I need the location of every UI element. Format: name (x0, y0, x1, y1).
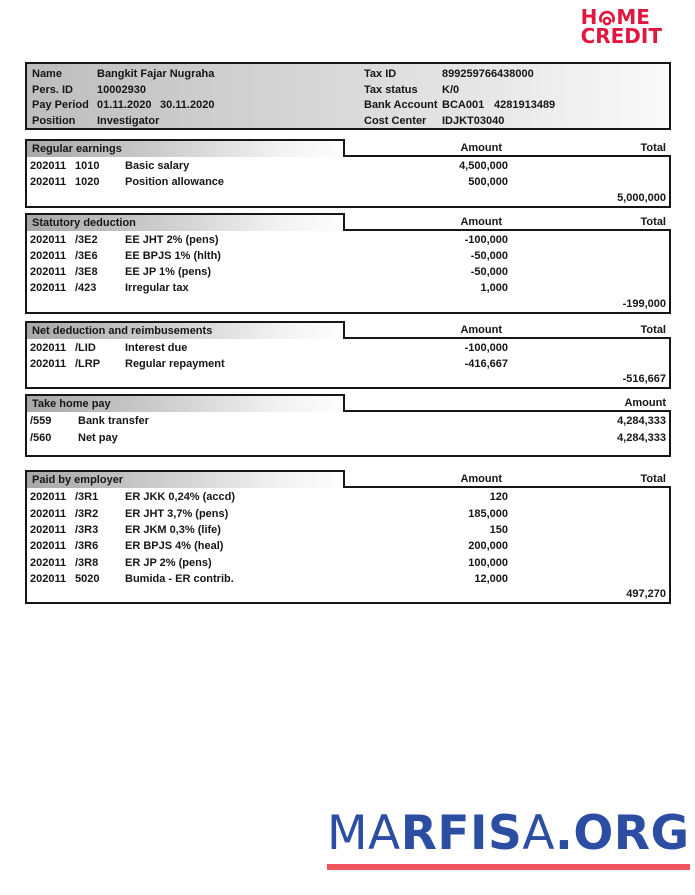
code-cell: 1020 (75, 176, 100, 189)
info-value: 10002930 (97, 83, 146, 96)
code-cell: 5020 (75, 572, 100, 585)
period-cell: 202011 (30, 249, 67, 262)
column-header-underline (345, 139, 671, 157)
code-cell: /423 (75, 282, 97, 295)
amount-column-header: Amount (460, 215, 502, 228)
info-row (32, 115, 362, 131)
table-row (27, 341, 669, 357)
table-row (27, 159, 669, 175)
watermark-text-org: .ORG (555, 806, 690, 861)
code-cell: /3R2 (75, 507, 99, 520)
amount-cell: -50,000 (470, 266, 508, 279)
description-cell: ER JKK 0,24% (accd) (125, 491, 236, 504)
table-row (27, 556, 669, 572)
employee-info-box (25, 62, 671, 130)
info-row (364, 68, 664, 84)
amount-cell: 4,284,333 (617, 431, 666, 444)
section-title: Paid by employer (32, 474, 124, 487)
column-header-underline (345, 470, 671, 488)
description-cell: ER JHT 3,7% (pens) (125, 507, 229, 520)
amount-cell: -416,667 (464, 358, 508, 371)
info-value: K/0 (442, 83, 460, 96)
table-row (27, 233, 669, 249)
code-cell: /3E8 (75, 266, 98, 279)
watermark-text-a: A (522, 806, 555, 861)
code-cell: 1010 (75, 160, 100, 172)
amount-cell: -100,000 (464, 341, 508, 354)
description-cell: Regular repayment (125, 358, 225, 371)
table-row (27, 414, 669, 430)
section-header-row (25, 321, 671, 339)
info-label: Position (32, 114, 76, 127)
section-title: Take home pay (32, 398, 111, 411)
code-cell: /560 (30, 431, 52, 444)
section-header-row (25, 139, 671, 157)
info-second-value: 4281913489 (494, 99, 556, 111)
section-total-value: 5,000,000 (617, 191, 666, 204)
period-cell: 202011 (30, 266, 67, 279)
table-row (27, 281, 669, 297)
amount-cell: 4,500,000 (459, 160, 508, 172)
info-label: Tax ID (364, 68, 397, 80)
code-cell: /3E2 (75, 233, 98, 246)
logo-letter-h: H (580, 5, 598, 29)
section-total-row (27, 298, 669, 312)
description-cell: Bumida - ER contrib. (125, 572, 234, 585)
info-row (32, 84, 362, 100)
amount-cell: 100,000 (468, 556, 508, 569)
section-header-row (25, 470, 671, 488)
total-column-header: Total (640, 323, 666, 336)
info-value: Bangkit Fajar Nugraha (97, 68, 215, 80)
table-row (27, 357, 669, 373)
description-cell: ER JKM 0,3% (life) (125, 523, 221, 536)
info-value: 899259766438000 (442, 68, 534, 80)
section-title-tab (25, 321, 345, 339)
period-cell: 202011 (30, 176, 67, 189)
amount-column-header: Amount (460, 142, 502, 154)
section-title: Regular earnings (32, 143, 122, 155)
marfisa-watermark (327, 806, 690, 870)
watermark-text-ma: MA (327, 806, 401, 861)
info-label: Tax status (364, 83, 418, 96)
info-row (364, 99, 664, 115)
section-total-row (27, 588, 669, 602)
table-row (27, 175, 669, 191)
table-row (27, 490, 669, 506)
info-label: Pay Period (32, 99, 89, 111)
logo-letters-me: ME (616, 5, 650, 29)
amount-column-header: Amount (460, 323, 502, 336)
employee-info-left-column (32, 68, 362, 130)
period-cell: 202011 (30, 282, 67, 295)
code-cell: /LRP (75, 358, 101, 371)
section-body (25, 412, 671, 457)
section-title: Net deduction and reimbusements (32, 324, 213, 337)
info-value: IDJKT03040 (442, 114, 505, 127)
info-label: Bank Account (364, 99, 438, 111)
code-cell: /559 (30, 415, 52, 428)
table-row (27, 249, 669, 265)
column-header-underline (345, 394, 671, 412)
description-cell: Interest due (125, 341, 188, 354)
section-body (25, 339, 671, 390)
amount-cell: 120 (489, 491, 508, 504)
period-cell: 202011 (30, 358, 67, 371)
info-value: 01.11.2020 (97, 99, 152, 111)
table-row (27, 507, 669, 523)
employee-info-right-column (364, 68, 664, 130)
section-total-value: 497,270 (626, 588, 666, 601)
section-total-value: -516,667 (622, 373, 666, 386)
code-cell: /3E6 (75, 249, 98, 262)
info-second-value: 30.11.2020 (160, 99, 215, 111)
description-cell: Bank transfer (78, 415, 149, 428)
column-header-underline (345, 213, 671, 231)
section-title: Statutory deduction (32, 216, 136, 229)
info-value: BCA001 (442, 99, 485, 111)
period-cell: 202011 (30, 540, 67, 553)
period-cell: 202011 (30, 572, 67, 585)
amount-cell: 200,000 (468, 540, 508, 553)
description-cell: EE JHT 2% (pens) (125, 233, 219, 246)
watermark-text-rfis: RFIS (400, 806, 523, 861)
period-cell: 202011 (30, 341, 67, 354)
section-body (25, 157, 671, 208)
period-cell: 202011 (30, 233, 67, 246)
home-credit-logo (580, 5, 662, 48)
description-cell: Position allowance (125, 176, 225, 189)
table-row (27, 431, 669, 447)
amount-cell: 12,000 (474, 572, 508, 585)
total-column-header: Total (640, 215, 666, 228)
payslip-section (25, 321, 671, 390)
amount-cell: 150 (489, 523, 508, 536)
payslip-section (25, 470, 671, 604)
amount-cell: 185,000 (468, 507, 508, 520)
section-title-tab (25, 394, 345, 412)
code-cell: /3R3 (75, 523, 99, 536)
info-value: Investigator (97, 114, 160, 127)
description-cell: Irregular tax (125, 282, 189, 295)
code-cell: /LID (75, 341, 96, 354)
amount-cell: -100,000 (464, 233, 508, 246)
total-column-header: Total (640, 473, 666, 486)
amount-cell: 4,284,333 (617, 415, 666, 428)
section-body (25, 488, 671, 604)
table-row (27, 265, 669, 281)
period-cell: 202011 (30, 523, 67, 536)
section-total-row (27, 192, 669, 206)
amount-cell: -50,000 (470, 249, 508, 262)
column-header-underline (345, 321, 671, 339)
amount-column-header: Amount (460, 473, 502, 486)
description-cell: EE JP 1% (pens) (125, 266, 211, 279)
section-body (25, 231, 671, 314)
payslip-sections (0, 139, 695, 604)
payslip-section (25, 139, 671, 208)
code-cell: /3R1 (75, 491, 99, 504)
period-cell: 202011 (30, 507, 67, 520)
description-cell: Net pay (78, 431, 118, 444)
table-row (27, 572, 669, 588)
section-title-tab (25, 470, 345, 488)
section-title-tab (25, 139, 345, 157)
section-total-value: -199,000 (622, 297, 666, 310)
table-row (27, 539, 669, 555)
code-cell: /3R6 (75, 540, 99, 553)
table-row (27, 523, 669, 539)
info-label: Name (32, 68, 62, 80)
period-cell: 202011 (30, 160, 67, 172)
section-header-row (25, 394, 671, 412)
amount-cell: 500,000 (468, 176, 508, 189)
description-cell: Basic salary (125, 160, 190, 172)
logo-credit-line: CREDIT (580, 24, 662, 48)
amount-column-header: Amount (624, 397, 666, 410)
section-total-row (27, 373, 669, 387)
description-cell: ER JP 2% (pens) (125, 556, 212, 569)
code-cell: /3R8 (75, 556, 99, 569)
info-label: Pers. ID (32, 83, 73, 96)
amount-cell: 1,000 (480, 282, 508, 295)
info-row (32, 99, 362, 115)
payslip-section (25, 394, 671, 457)
info-label: Cost Center (364, 114, 427, 127)
payslip-section (25, 213, 671, 314)
info-row (32, 68, 362, 84)
period-cell: 202011 (30, 556, 67, 569)
period-cell: 202011 (30, 491, 67, 504)
section-title-tab (25, 213, 345, 231)
section-header-row (25, 213, 671, 231)
watermark-underline (327, 864, 690, 870)
info-row (364, 84, 664, 100)
description-cell: ER BPJS 4% (heal) (125, 540, 224, 553)
description-cell: EE BPJS 1% (hlth) (125, 249, 221, 262)
info-row (364, 115, 664, 131)
total-column-header: Total (640, 142, 666, 154)
